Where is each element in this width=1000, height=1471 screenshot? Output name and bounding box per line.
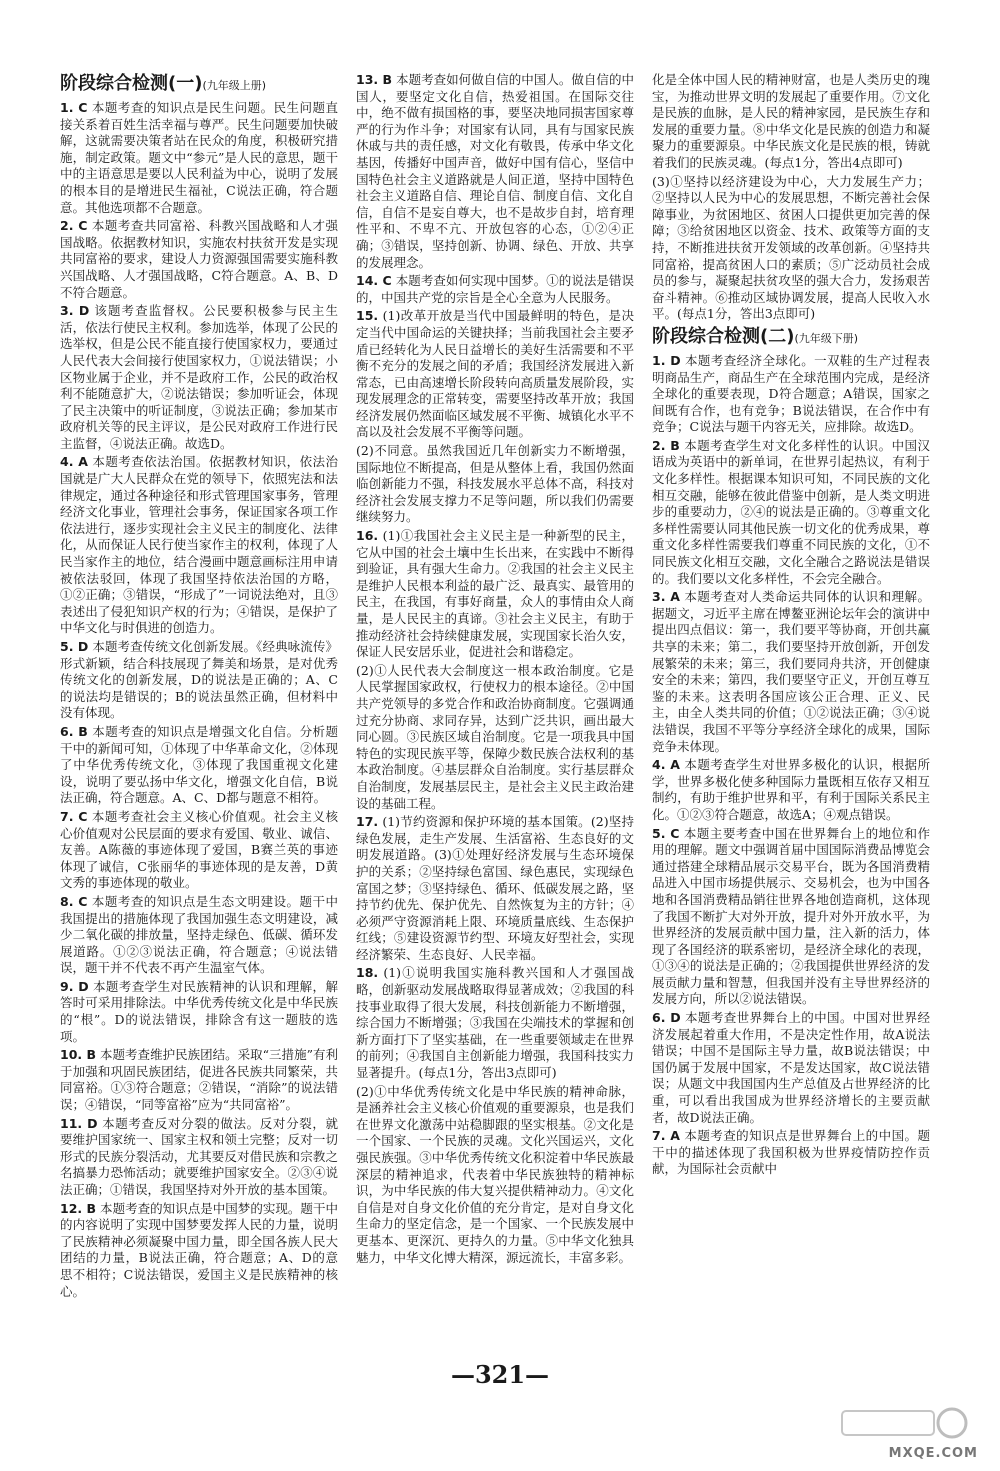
answer-number: 4. A [652,757,680,773]
answer-item [60,894,338,977]
answer-text: (1)①我国社会主义民主是一种新型的民主，它从中国的社会土壤中生长出来，在实践中不断得到验证，具有强大生命力。②我国的社会主义民主是维护人民根本利益的最广泛、最真实、最管用的民主，在我国，有事好商量，众人的事情由众人商量，是人民民主的真谛。③社会主义民主，有助于推动经济社会持续健康发展，实现国家长治久安，保证人民安居乐业，促进社会和谐稳定。 [356,528,634,660]
answer-item [356,443,634,526]
answer-number: 17. [356,814,379,830]
answer-number: 13. B [356,72,393,87]
answer-number: 3. D [60,303,90,319]
answer-text: 该题考查监督权。公民要积极参与民主生活，依法行使民主权利。参加选举，体现了公民的选举权，但是公民不能直接行使国家权力，要通过人民代表大会间接行使国家权力，①说法错误；小区物业属于企业，并不是政府工作，公民的政治权利不能随意扩大，②说法错误；参加听证会，体现了民主决策中的听证制度，③说法正确；参加某市政府机关等的民主评议，是公民对政府工作进行民主监督，④说法正确。故选D。 [60,303,338,451]
answer-item [652,826,930,1009]
answer-list-1 [60,100,338,1300]
answer-item [356,965,634,1081]
answer-text: (1)节约资源和保护环境的基本国策。(2)坚持绿色发展，走生产发展、生活富裕、生态良好的文明发展道路。(3)①处理好经济发展与生态环境保护的关系；②坚持绿色富国、绿色惠民，实现绿色富国之梦；③坚持绿色、循环、低碳发展之路，坚持节约优先、保护优先、自然恢复为主的方针；④必须严守资源消耗上限、环境质量底线、生态保护红线；⑤建设资源节约型、环境友好型社会，实现经济繁荣、生态良好、人民幸福。 [356,814,634,962]
answer-text: 本题考查依法治国。依据教材知识，依法治国就是广大人民群众在党的领导下，依照宪法和法律规定，通过各种途径和形式管理国家事务，管理经济文化事业，管理社会事务，保证国家各项工作依法进行，逐步实现社会主义民主的制度化、法律化，从而保证人民行使当家作主的权利，体现了人民当家作主的地位，结合漫画中题意画标注用申请被依法驳回，体现了我国坚持依法治国的方略，①②正确；③错误，“形成了”一词说法绝对，且③表述出了侵犯知识产权的行为；④错误，是保护了中华文化与时俱进的创造力。 [60,454,338,636]
answer-number: 1. C [60,100,88,115]
answer-item [652,589,930,755]
answer-number: 5. D [60,639,89,654]
section-title: 阶段综合检测(一) [60,73,203,94]
answer-item [356,72,634,271]
answer-text: 本题考查经济全球化。一双鞋的生产过程表明商品生产，商品生产在全球范围内完成，是经济全球化的重要表现，D符合题意；A错误，国家之间既有合作，也有竞争；B说法错误，在合作中有竞争；C说法与题干内容无关，应排除。故选D。 [652,352,930,435]
page-number: —321— [450,1360,550,1389]
answer-item [60,809,338,892]
answer-item [652,438,930,587]
answer-text: 本题考查如何实现中国梦。①的说法是错误的，中国共产党的宗旨是全心全意为人民服务。 [356,273,634,305]
answer-text: 本题考查传统文化创新发展。《经典咏流传》形式新颖，结合科技展现了舞美和场景，是对优秀传统文化的创新发展，D的说法是正确的；A、C的说法均是错误的；B的说法虽然正确，但材料中没有体现。 [60,639,338,721]
answer-number: 2. B [652,437,680,453]
answer-item [60,979,338,1045]
answer-list-3 [652,353,930,1178]
column-2 [356,72,634,1268]
answer-item [60,1201,338,1301]
answer-item [60,218,338,301]
answer-text: 本题考查的知识点是民生问题。民生问题直接关系着百姓生活幸福与尊严。民生问题要加快破解，这就需要决策者站在民众的角度，积极研究措施，制定政策。题文中“参元”是人民的意思，题干中的主语意思是要以人民利益为中心，说明了发展的根本目的是增进民生福祉，C说法正确，符合题意。其他选项都不合题意。 [60,100,338,215]
answer-item [356,1084,634,1267]
section-heading-2 [652,325,930,351]
answer-text: 本题考查对人类命运共同体的认识和理解。据题文，习近平主席在博鳌亚洲论坛年会的演讲中提出四点倡议：第一，我们要平等协商，开创共赢共享的未来；第二，我们要坚持开放创新，开创发展繁荣的未来；第三，我们要同舟共济，开创健康安全的未来；第四，我们要坚守正义，开创互尊互鉴的未来。这表明各国应该公正合理、正义、民主，由全人类共同的价值；①②说法正确；③④说法错误，我国不平等分享经济全球化的成果，国际竞争未体现。 [652,589,930,754]
section-subtitle: (九年级上册) [202,79,267,92]
answer-text: 本题考查的知识点是世界舞台上的中国。题干中的描述体现了我国积极为世界疫情防控作贡献，为国际社会贡献中 [652,1128,930,1177]
answer-text: (2)①人民代表大会制度这一根本政治制度。它是人民掌握国家政权，行使权力的根本途径。②中国共产党领导的多党合作和政治协商制度。它强调通过充分协商、求同存异，达到广泛共识，画出最大同心圆。③民族区域自治制度。它是一项我具中国特色的实现民族平等，保障少数民族合法权利的基本政治制度。④基层群众自治制度。实行基层群众自治制度，发展基层民主，是社会主义民主政治建设的基础工程。 [356,662,634,811]
answer-item [60,724,338,807]
answer-text: 本题考查学生对世界多极化的认识，根据所学，世界多极化使多种国际力量既相互依存又相互制约，有助于维护世界和平，有利于国际关系民主化。①②③符合题意，故选A；④观点错误。 [652,757,930,822]
watermark-text: MXQE.COM [888,1446,978,1461]
answer-item [60,303,338,452]
answer-number: 6. B [60,723,88,739]
answer-number: 9. D [60,978,89,994]
answer-number: 11. D [60,1115,98,1131]
answer-text: 本题考查世界舞台上的中国。中国对世界经济发展起着重大作用，不是决定性作用，故A说法错误；中国不是国际主导力量，故B说法错误；中国仍属于发展中国家，不是发达国家，故C说法错误；从题文中我国国内生产总值及占世界经济的比重，可以看出我国成为世界经济增长的主要贡献者，故D说法正确。 [652,1010,930,1125]
answer-number: 14. C [356,273,392,289]
answer-text: 本题考查共同富裕、科教兴国战略和人才强国战略。依据教材知识，实施农村扶贫开发是实现共同富裕的要求，建设人力资源强国需要实施科教兴国战略、人才强国战略，C符合题意。A、B、D不符合题意。 [60,218,338,300]
answer-item [652,1010,930,1126]
answer-number: 12. B [60,1200,97,1216]
answer-number: 15. [356,308,379,324]
answer-item [60,454,338,637]
section-heading-1 [60,72,338,98]
answer-number: 10. B [60,1047,97,1063]
answer-number: 18. [356,965,379,981]
answer-page [60,72,940,1362]
answer-text: 本题考查社会主义核心价值观。社会主义核心价值观对公民层面的要求有爱国、敬业、诚信、友善。A陈薇的事迹体现了爱国，B赛兰英的事迹体现了诚信，C张丽华的事迹体现的是友善，D黄文秀的事迹体现的敬业。 [60,808,338,891]
answer-item [60,639,338,722]
answer-item [60,100,338,216]
answer-text: 本题考查维护民族团结。采取“三措施”有利于加强和巩固民族团结，促进各民族共同繁荣，共同富裕。①③符合题意；②错误，“消除”的说法错误；④错误，“同等富裕”应为“共同富裕”。 [60,1047,338,1113]
answer-item [356,308,634,441]
continued-answer-part-3: (3)①坚持以经济建设为中心，大力发展生产力；②坚持以人民为中心的发展思想，不断完善社会保障事业，为贫困地区、贫困人口提供更加完善的保障；③给贫困地区以资金、技术、政策等方面的支持，不断推进扶贫开发领域的改革创新。④坚持共同富裕，提高贫困人口的素质；⑤广泛动员社会成员的参与，凝聚起扶贫攻坚的强大合力，发扬艰苦奋斗精神。⑥推动区域协调发展，提高人民收入水平。(每点1分，答出3点即可) [652,173,930,322]
answer-text: 本题考查学生对文化多样性的认识。中国汉语成为英语中的新单词，在世界引起热议，有利于文化多样性。根据课本知识可知，不同民族的文化相互交融，能够在彼此借鉴中创新，是人类文明进步的重要动力，②④的说法是正确的。③尊重文化多样性需要认同其他民族一切文化的优秀成果，尊重文化多样性需要我们尊重不同民族的文化，①不同民族文化相互交融，文化全融合之路说法是错误的。我们要以文化多样性，不会完全融合。 [652,437,930,586]
answer-number: 5. C [652,825,680,841]
answer-number: 6. D [652,1010,681,1026]
answer-text: 本题考查的知识点是中国梦的实现。题干中的内容说明了实现中国梦要发挥人民的力量，说明了民族精神必须凝聚中国力量，即全国各族人民大团结的力量，B说法正确，符合题意；A、D的意思不相符；C说法错误，爱国主义是民族精神的核心。 [60,1200,338,1299]
answer-text: 本题考查反对分裂的做法。反对分裂，就要维护国家统一、国家主权和领土完整；反对一切形式的民族分裂活动，尤其要反对借民族和宗教之名搞暴力恐怖活动；就要维护国家安全。②③④说法正确；①错误，我国坚持对外开放的基本国策。 [60,1115,338,1197]
answer-text: (2)①中华优秀传统文化是中华民族的精神命脉，是涵养社会主义核心价值观的重要源泉，也是我们在世界文化激荡中站稳脚跟的坚实根基。②文化是一个国家、一个民族的灵魂。文化兴国运兴，文化强民族强。③中华优秀传统文化积淀着中华民族最深层的精神追求，代表着中华民族独特的精神标识，为中华民族的伟大复兴提供精神动力。④文化自信是对自身文化价值的充分肯定，是对自身文化生命力的坚定信念，是一个国家、一个民族发展中更基本、更深沉、更持久的力量。⑤中华文化独具魅力，中华文化博大精深，源远流长，丰富多彩。 [356,1083,634,1265]
answer-text: 本题考查的知识点是增强文化自信。分析题干中的新闻可知，①体现了中华革命文化，②体现了中华优秀传统文化，③体现了我国重视文化建设，说明了要弘扬中华文化，增强文化自信，B说法正确，符合题意。A、C、D都与题意不相符。 [60,723,338,806]
answer-item [60,1047,338,1113]
answer-number: 7. C [60,808,88,824]
answer-text: (2)不同意。虽然我国近几年创新实力不断增强，国际地位不断提高，但是从整体上看，我国仍然面临创新能力不强，科技发展水平总体不高，科技对经济社会发展支撑力不足等问题，所以我们仍需要继续努力。 [356,443,634,525]
answer-number: 16. [356,528,379,544]
answer-text: (1)①说明我国实施科教兴国和人才强国战略，创新驱动发展战略取得显著成效；②我国的科技事业取得了很大发展，科技创新能力不断增强，综合国力不断增强；③我国在尖端技术的掌握和创新方面打下了坚实基础，在一些重要领域走在世界的前列；④我国自主创新能力增强，我国科技实力显著提升。(每点1分，答出3点即可) [356,965,634,1081]
answer-number: 3. A [652,589,680,605]
answer-number: 1. D [652,352,681,368]
answer-item [356,528,634,661]
answer-number: 4. A [60,454,88,470]
answer-item [356,663,634,812]
answer-text: 本题考查如何做自信的中国人。做自信的中国人，要坚定文化自信，热爱祖国。在国际交往中，绝不做有损国格的事，要坚决地同损害国家尊严的行为作斗争；对国家有认同，具有与国家民族休戚与共的责任感，对文化有敬畏，传承中华文化基因，传播好中国声音，做好中国有信心，坚信中国特色社会主义道路就是人间正道，坚持中国特色社会主义道路自信、理论自信、制度自信、文化自信，自信不是妄自尊大，也不是故步自封，培育理性平和、不卑不亢、开放包容的心态，①②④正确；③错误，坚持创新、协调、绿色、开放、共享的发展理念。 [356,72,634,270]
answer-text: 本题主要考查中国在世界舞台上的地位和作用的理解。题文中强调首届中国国际消费品博览会通过搭建全球精品展示交易平台，既为各国消费精品进入中国市场提供展示、交易机会，也为中国各地和各国消费精品销往世界各地创造商机，这体现了我国不断扩大对外开放，提升对外开放水平，为世界经济的发展贡献中国力量，注入新的活力，体现了各国经济的联系密切，是经济全球化的表现，①③④的说法是正确的；②我国提供世界经济的发展贡献力量和智慧，但我国并没有主导世界经济的发展方向，所以②说法错误。 [652,825,930,1007]
column-3 [652,72,930,1180]
answer-number: 7. A [652,1128,680,1144]
column-1 [60,72,338,1302]
answer-list-2 [356,72,634,1266]
answer-item [652,353,930,436]
answer-text: 本题考查的知识点是生态文明建设。题干中我国提出的措施体现了我国加强生态文明建设，减少二氧化碳的排放量，坚持走绿色、低碳、循环发展道路。①②③说法正确，符合题意；④说法错误，题干并不代表不再产生温室气体。 [60,893,338,976]
answer-item [60,1116,338,1199]
answer-item [652,757,930,823]
section-title: 阶段综合检测(二) [652,325,795,347]
answer-number: 2. C [60,218,88,234]
section-subtitle: (九年级下册) [794,331,859,345]
answer-item [356,814,634,963]
answer-number: 8. C [60,893,88,909]
answer-item [356,273,634,306]
answer-text: (1)改革开放是当代中国最鲜明的特色，是决定当代中国命运的关键抉择；当前我国社会主要矛盾已经转化为人民日益增长的美好生活需要和不平衡不充分的发展之间的矛盾；我国经济发展进入新常态，已由高速增长阶段转向高质量发展阶段，实现发展理念的正常转变，需要坚持改革开放；我国经济发展仍然面临区域发展不平衡、城镇化水平不高以及社会发展不平衡等问题。 [356,308,634,440]
continued-answer: 化是全体中国人民的精神财富，也是人类历史的瑰宝，为推动世界文明的发展起了重要作用。⑦文化是民族的血脉，是人民的精神家园，是民族生存和发展的重要力量。⑧中华文化是民族的创造力和凝聚力的重要源泉。中华民族文化是民族的根，铸就着我们的民族灵魂。(每点1分，答出4点即可) [652,72,930,170]
answer-item [652,1128,930,1178]
answer-text: 本题考查学生对民族精神的认识和理解，解答时可采用排除法。中华优秀传统文化是中华民族的“根”。D的说法错误，排除含有这一题肢的选项。 [60,978,338,1044]
